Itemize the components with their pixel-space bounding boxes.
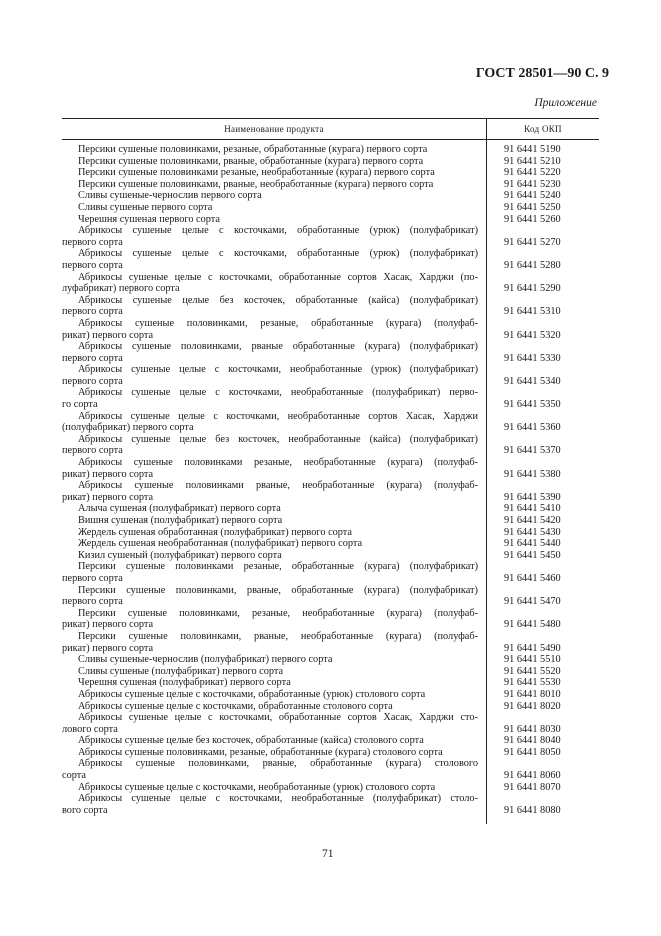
page-number: 71: [322, 848, 334, 860]
product-code: 91 6441 5430: [504, 526, 561, 538]
product-name-line: Абрикосы сушеные целые с косточками, обработанные (урюк) столового сорта: [78, 688, 426, 700]
product-code: 91 6441 5330: [504, 352, 561, 364]
product-code: 91 6441 8070: [504, 781, 561, 793]
product-name-line: Абрикосы сушеные целые без косточек, обработанные (кайса) (полуфабрикат): [78, 294, 478, 306]
product-name-line: Черешня сушеная (полуфабрикат) первого сорта: [78, 677, 291, 689]
product-name-line: Сливы сушеные (полуфабрикат) первого сорта: [78, 665, 284, 677]
table-row: [62, 480, 478, 503]
table-row: [62, 387, 478, 410]
product-code: 91 6441 8040: [504, 735, 561, 747]
product-name-line: рикат) первого сорта: [62, 619, 154, 631]
product-code: 91 6441 5470: [504, 596, 561, 608]
appendix-label: Приложение: [534, 97, 597, 109]
table-row: [62, 735, 478, 747]
product-code: 91 6441 5480: [504, 619, 561, 631]
product-name-line: Жердель сушеная обработанная (полуфабрикат) первого сорта: [78, 526, 352, 538]
column-header-name: Наименование продукта: [224, 124, 324, 134]
product-code: 91 6441 5450: [504, 549, 561, 561]
product-name-line: го сорта: [62, 399, 98, 411]
product-name-line: Абрикосы сушеные половинками, рваные, обработанные (курага) столового: [78, 758, 478, 770]
column-header-code: Код ОКП: [486, 119, 599, 139]
product-name-line: Жердель сушеная необработанная (полуфабрикат) первого сорта: [78, 538, 363, 550]
product-name-line: Абрикосы сушеные целые с косточками, необработанные (урюк) (полуфабрикат): [78, 364, 478, 376]
product-name-line: сорта: [62, 770, 86, 782]
product-name-line: Абрикосы сушеные целые с косточками, необработанные сортов Хасак, Харджи: [78, 410, 478, 422]
product-code: 91 6441 5460: [504, 572, 561, 584]
product-name-line: Алыча сушеная (полуфабрикат) первого сорта: [78, 503, 281, 515]
product-code: 91 6441 8050: [504, 746, 561, 758]
product-name-line: Абрикосы сушеные половинками рваные, необработанные (курага) (полуфаб-: [78, 480, 478, 492]
product-code: 91 6441 5380: [504, 468, 561, 480]
product-name-line: первого сорта: [62, 572, 123, 584]
product-code: 91 6441 5340: [504, 375, 561, 387]
product-code: 91 6441 5350: [504, 399, 561, 411]
table-row: [62, 190, 478, 202]
table-row: [62, 411, 478, 434]
table-row: [62, 666, 478, 678]
table-row: [62, 318, 478, 341]
product-code: 91 6441 5420: [504, 515, 561, 526]
product-name-line: рикат) первого сорта: [62, 329, 154, 341]
product-name-line: Персики сушеные половинками, рваные, необработанные (курага) первого сорта: [78, 178, 434, 190]
product-name-line: Абрикосы сушеные целые без косточек, необработанные (кайса) (полуфабрикат): [78, 433, 478, 445]
product-code: 91 6441 5190: [504, 144, 561, 155]
product-name-line: Сливы сушеные-чернослив первого сорта: [78, 190, 262, 202]
table-row: [62, 179, 478, 191]
product-name-line: Абрикосы сушеные целые с косточками, обработанные (урюк) (полуфабрикат): [78, 248, 478, 260]
table-row: [62, 758, 478, 781]
table-row: [62, 538, 478, 550]
product-code: 91 6441 8010: [504, 688, 561, 700]
product-name-line: Вишня сушеная (полуфабрикат) первого сорта: [78, 515, 283, 526]
table-row: [62, 156, 478, 168]
product-name-line: Кизил сушеный (полуфабрикат) первого сорта: [78, 549, 282, 561]
table-row: [62, 689, 478, 701]
product-code: 91 6441 8030: [504, 723, 561, 735]
table-row: [62, 527, 478, 539]
product-code: 91 6441 5260: [504, 213, 561, 225]
product-name-line: Абрикосы сушеные половинками резаные, необработанные (курага) (полуфаб-: [78, 457, 478, 469]
product-code: 91 6441 5490: [504, 642, 561, 654]
product-code: 91 6441 5360: [504, 422, 561, 434]
product-code: 91 6441 5510: [504, 654, 561, 666]
product-name-line: Персики сушеные половинками резаные, обработанные (курага) (полуфабрикат): [78, 561, 478, 573]
product-code: 91 6441 5530: [504, 677, 561, 689]
product-name-line: Абрикосы сушеные целые с косточками, обработанные столового сорта: [78, 700, 393, 712]
product-code: 91 6441 5230: [504, 178, 561, 190]
product-name-line: Абрикосы сушеные целые с косточками, обработанные сортов Хасак, Харджи сто-: [78, 712, 478, 724]
product-name-line: Абрикосы сушеные целые с косточками, обработанные (урюк) (полуфабрикат): [78, 225, 478, 237]
product-code: 91 6441 8060: [504, 770, 561, 782]
product-code: 91 6441 5320: [504, 329, 561, 341]
product-name-line: первого сорта: [62, 259, 123, 271]
table-row: [62, 341, 478, 364]
product-name-line: рикат) первого сорта: [62, 491, 154, 503]
table-row: [62, 782, 478, 794]
table-row: [62, 295, 478, 318]
table-row: [62, 202, 478, 214]
table-row: [62, 701, 478, 713]
product-code: 91 6441 5280: [504, 259, 561, 271]
product-name-line: первого сорта: [62, 352, 123, 364]
product-name-line: Сливы сушеные первого сорта: [78, 201, 213, 213]
table-row: [62, 225, 478, 248]
table-row: [62, 712, 478, 735]
product-code: 91 6441 5410: [504, 503, 561, 515]
product-code: 91 6441 5440: [504, 538, 561, 550]
table-row: [62, 677, 478, 689]
product-code-table: [62, 118, 599, 816]
product-code: 91 6441 5220: [504, 167, 561, 179]
product-name-line: первого сорта: [62, 375, 123, 387]
table-row: [62, 608, 478, 631]
product-name-line: Абрикосы сушеные половинками, резаные, обработанные (курага) столового сорта: [78, 746, 443, 758]
product-name-line: Абрикосы сушеные половинками, резаные, обработанные (курага) (полуфаб-: [78, 317, 478, 329]
product-name-line: (полуфабрикат) первого сорта: [62, 422, 194, 434]
product-code: 91 6441 5210: [504, 155, 561, 167]
product-name-line: рикат) первого сорта: [62, 642, 154, 654]
product-name-line: Абрикосы сушеные половинками, рваные обработанные (курага) (полуфабрикат): [78, 341, 478, 353]
table-row: [62, 434, 478, 457]
table-row: [62, 654, 478, 666]
table-row: [62, 631, 478, 654]
table-row: [62, 550, 478, 562]
product-name-line: первого сорта: [62, 596, 123, 608]
table-row: [62, 144, 478, 156]
product-name-line: Абрикосы сушеные целые без косточек, обработанные (кайса) столового сорта: [78, 735, 424, 747]
table-row: [62, 364, 478, 387]
table-row: [62, 561, 478, 584]
table-row: [62, 167, 478, 179]
product-name-line: Абрикосы сушеные целые с косточками, обработанные сортов Хасак, Харджи (по-: [78, 271, 478, 283]
table-row: [62, 515, 478, 527]
table-row: [62, 272, 478, 295]
product-name-line: луфабрикат) первого сорта: [62, 283, 180, 295]
table-body: [62, 140, 599, 816]
product-name-line: Абрикосы сушеные целые с косточками, необработанные (полуфабрикат) перво-: [78, 387, 478, 399]
product-name-line: лового сорта: [62, 723, 118, 735]
product-name-line: Черешня сушеная первого сорта: [78, 213, 220, 225]
product-code: 91 6441 5240: [504, 190, 561, 202]
table-row: [62, 214, 478, 226]
product-codes-column: [478, 140, 599, 816]
product-name-line: первого сорта: [62, 306, 123, 318]
product-code: 91 6441 8020: [504, 700, 561, 712]
product-name-line: Персики сушеные половинками, резаные, необработанные (курага) (полуфаб-: [78, 607, 478, 619]
product-code: 91 6441 5390: [504, 491, 561, 503]
product-name-line: Персики сушеные половинками, рваные, необработанные (курага) (полуфаб-: [78, 630, 478, 642]
product-name-line: рикат) первого сорта: [62, 468, 154, 480]
product-name-line: Персики сушеные половинками, рваные, обработанные (курага) первого сорта: [78, 155, 424, 167]
product-code: 91 6441 5250: [504, 201, 561, 213]
table-row: [62, 747, 478, 759]
product-code: 91 6441 5520: [504, 665, 561, 677]
product-code: 91 6441 5270: [504, 236, 561, 248]
product-name-line: вого сорта: [62, 804, 108, 816]
table-row: [62, 457, 478, 480]
product-name-line: Персики сушеные половинками, резаные, обработанные (курага) первого сорта: [78, 144, 428, 155]
product-name-line: первого сорта: [62, 445, 123, 457]
product-name-line: первого сорта: [62, 236, 123, 248]
product-code: 91 6441 5290: [504, 283, 561, 295]
product-code: 91 6441 5310: [504, 306, 561, 318]
table-row: [62, 503, 478, 515]
product-code: 91 6441 5370: [504, 445, 561, 457]
product-name-line: Персики сушеные половинками, рваные, обработанные (курага) (полуфабрикат): [78, 584, 478, 596]
table-row: [62, 248, 478, 271]
table-row: [62, 793, 478, 816]
product-code: 91 6441 8080: [504, 804, 561, 816]
document-header: ГОСТ 28501—90 С. 9: [475, 66, 609, 81]
product-names-column: [62, 140, 478, 816]
product-name-line: Сливы сушеные-чернослив (полуфабрикат) первого сорта: [78, 654, 333, 666]
product-name-line: Персики сушеные половинками резаные, необработанные (курага) первого сорта: [78, 167, 435, 179]
product-name-line: Абрикосы сушеные целые с косточками, необработанные (урюк) столового сорта: [78, 781, 436, 793]
product-name-line: Абрикосы сушеные целые с косточками, необработанные (полуфабрикат) столо-: [78, 793, 478, 805]
table-header: [62, 118, 599, 140]
table-row: [62, 585, 478, 608]
